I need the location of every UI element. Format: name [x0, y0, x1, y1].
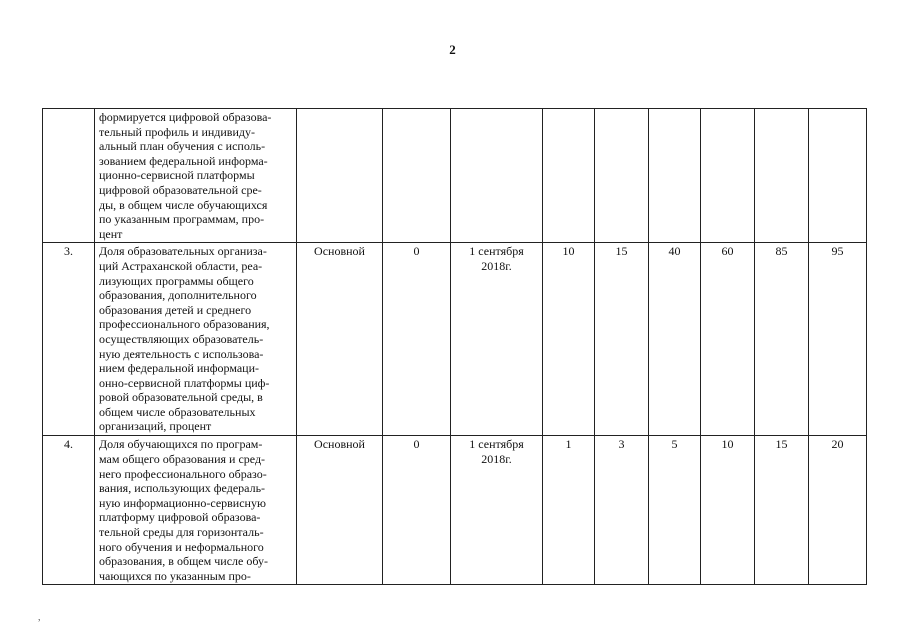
description-line: ного обучения и неформального	[99, 539, 264, 554]
row-number: 3.	[43, 243, 95, 436]
description-line: онно-сервисной платформы циф-	[99, 375, 270, 390]
description-line: тельный профиль и индивиду-	[99, 124, 255, 139]
description-line: ций Астраханской области, реа-	[99, 258, 263, 273]
table-row	[43, 109, 867, 243]
description-line: вания, использующих федераль-	[99, 481, 266, 496]
indicator-description	[95, 436, 297, 585]
indicator-description	[95, 243, 297, 436]
period-value	[595, 109, 649, 243]
scan-mark: ,	[38, 612, 41, 623]
base-date	[451, 109, 543, 243]
indicator-description	[95, 109, 297, 243]
description-line: ды, в общем числе обучающихся	[99, 197, 268, 212]
indicator-type	[297, 109, 383, 243]
period-value: 15	[595, 243, 649, 436]
description-line: цент	[99, 226, 123, 241]
page-number: 2	[449, 42, 456, 57]
table-row	[43, 243, 867, 436]
period-value: 20	[809, 436, 867, 585]
description-line: ную информационно-сервисную	[99, 495, 266, 510]
period-value: 15	[755, 436, 809, 585]
base-value	[383, 109, 451, 243]
description-line: нием федеральной информаци-	[99, 361, 259, 376]
description-line: формируется цифровой образова-	[99, 110, 272, 124]
period-value: 1	[543, 436, 595, 585]
period-value	[649, 109, 701, 243]
description-line: чающихся по указанным про-	[99, 568, 251, 583]
description-line: ровой образовательной среды, в	[99, 390, 263, 405]
period-value: 40	[649, 243, 701, 436]
description-line: образования детей и среднего	[99, 302, 252, 317]
period-value: 5	[649, 436, 701, 585]
description-line: осуществляющих образователь-	[99, 331, 264, 346]
period-value: 3	[595, 436, 649, 585]
description-line: Доля образовательных организа-	[99, 244, 267, 259]
description-line: образования, дополнительного	[99, 288, 257, 303]
table-row	[43, 436, 867, 585]
description-line: профессионального образования,	[99, 317, 270, 332]
description-line: ную деятельность с использова-	[99, 346, 264, 361]
period-value: 10	[543, 243, 595, 436]
row-number: 4.	[43, 436, 95, 585]
period-value: 95	[809, 243, 867, 436]
base-value: 0	[383, 243, 451, 436]
period-value	[543, 109, 595, 243]
description-line: зованием федеральной информа-	[99, 153, 268, 168]
indicators-table	[42, 108, 867, 585]
base-date: 1 сентября 2018г.	[451, 436, 543, 585]
indicator-type: Основной	[297, 243, 383, 436]
description-line: ционно-сервисной платформы	[99, 168, 255, 183]
description-line: платформу цифровой образова-	[99, 510, 261, 525]
indicator-type: Основной	[297, 436, 383, 585]
period-value: 60	[701, 243, 755, 436]
base-value: 0	[383, 436, 451, 585]
description-line: мам общего образования и сред-	[99, 451, 266, 466]
period-value	[809, 109, 867, 243]
description-line: него профессионального образо-	[99, 466, 267, 481]
description-line: организаций, процент	[99, 419, 212, 434]
description-line: цифровой образовательной сре-	[99, 182, 262, 197]
base-date: 1 сентября 2018г.	[451, 243, 543, 436]
description-line: Доля обучающихся по програм-	[99, 437, 263, 452]
row-number	[43, 109, 95, 243]
description-line: по указанным программам, про-	[99, 212, 265, 227]
description-line: общем числе образовательных	[99, 404, 256, 419]
period-value	[701, 109, 755, 243]
description-line: альный план обучения с исполь-	[99, 139, 266, 154]
description-line: лизующих программы общего	[99, 273, 254, 288]
description-line: тельной среды для горизонталь-	[99, 524, 264, 539]
period-value: 85	[755, 243, 809, 436]
period-value: 10	[701, 436, 755, 585]
description-line: образования, в общем числе обу-	[99, 554, 268, 569]
period-value	[755, 109, 809, 243]
